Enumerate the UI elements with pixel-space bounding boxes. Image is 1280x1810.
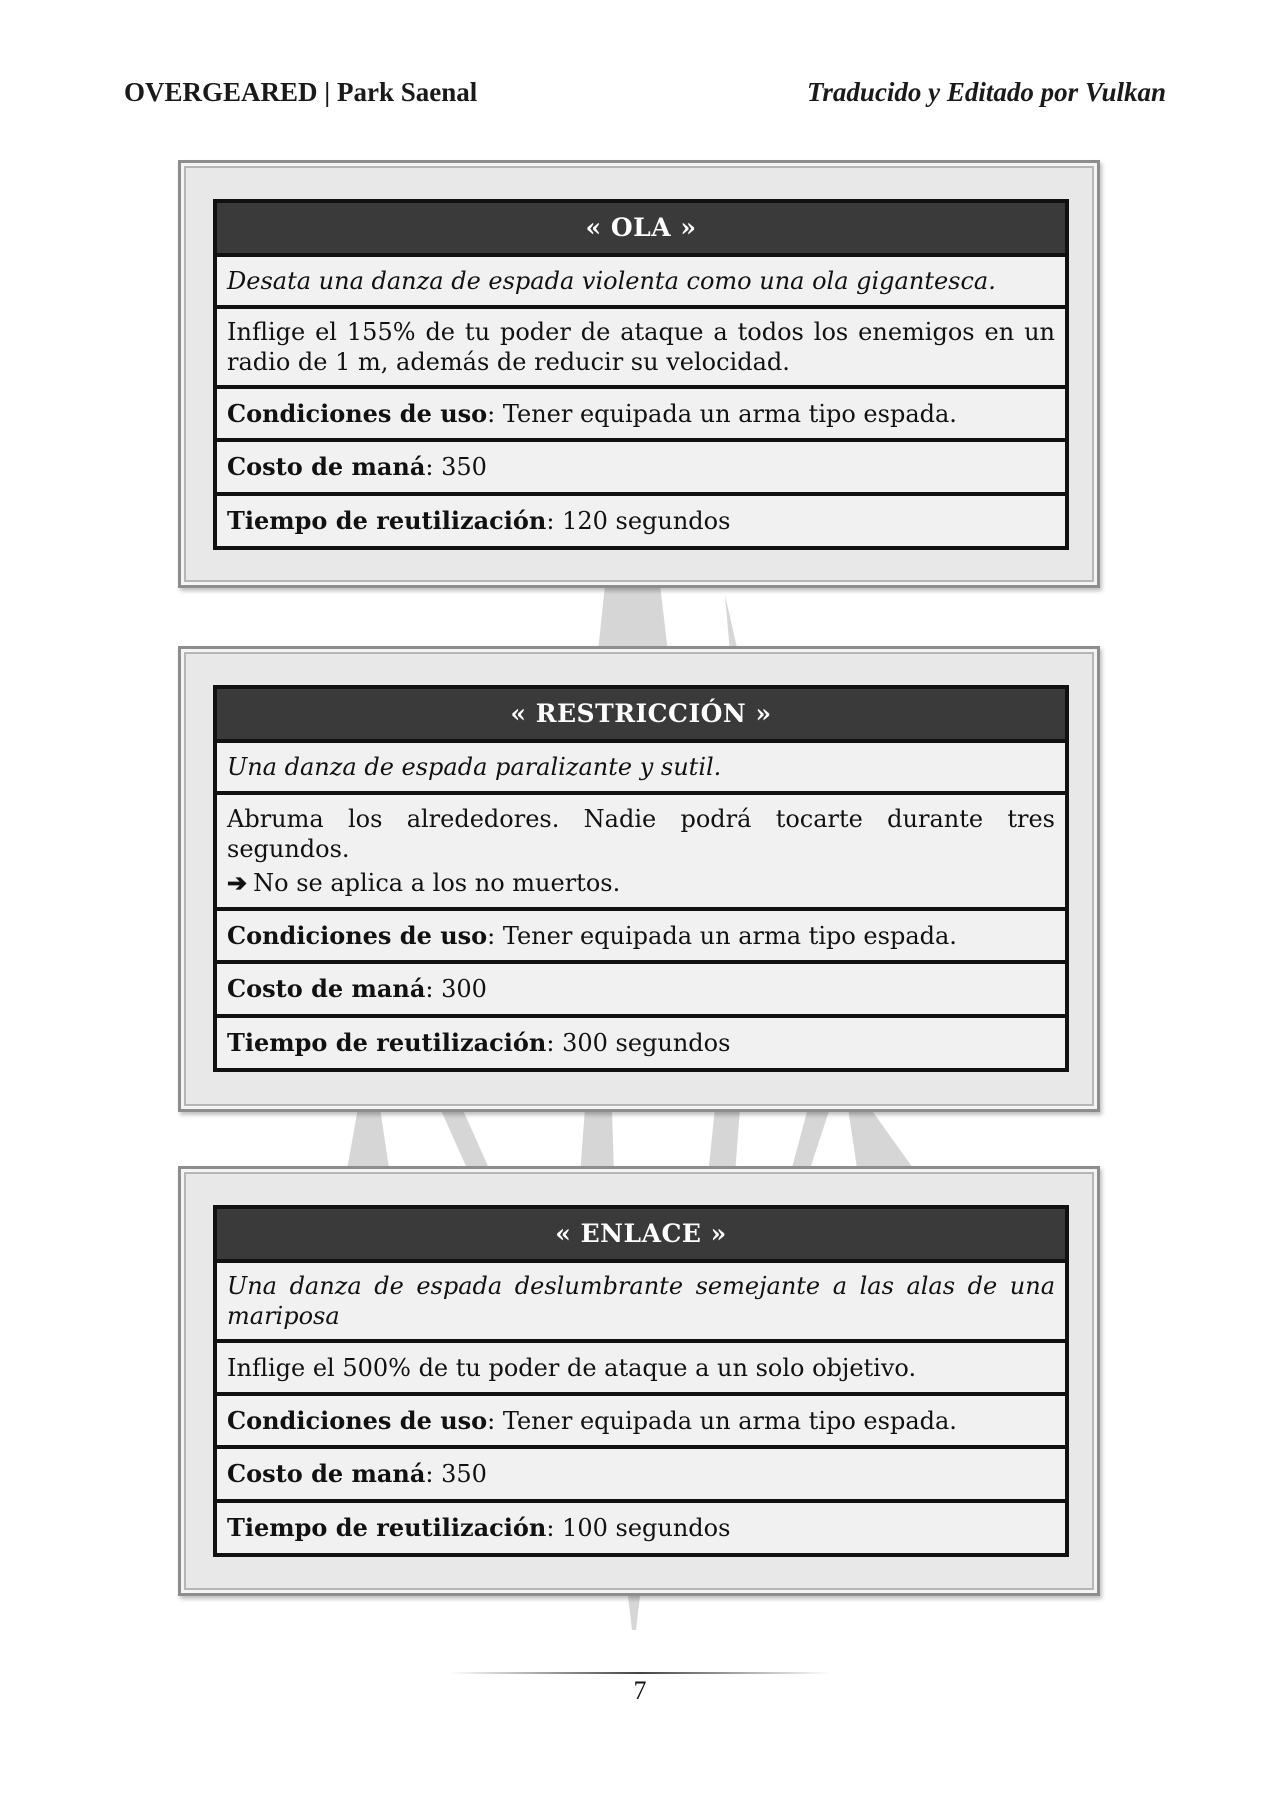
skill-cooldown (217, 1503, 1065, 1553)
cooldown-value: : 120 segundos (546, 507, 731, 535)
skill-card-ola (213, 199, 1069, 550)
conditions-value: : Tener equipada un arma tipo espada. (487, 921, 957, 950)
cooldown-label: Tiempo de reutilización (227, 1028, 547, 1057)
header-translator-credit: Traducido y Editado por Vulkan (806, 76, 1166, 107)
conditions-value: : Tener equipada un arma tipo espada. (487, 1406, 957, 1435)
skill-mana-cost (217, 442, 1065, 492)
mana-label: Costo de maná (227, 452, 426, 481)
mana-label: Costo de maná (227, 974, 426, 1003)
skill-frame-restriccion (178, 646, 1100, 1112)
skill-description: Una danza de espada paralizante y sutil. (217, 743, 1065, 791)
mana-label: Costo de maná (227, 1459, 426, 1488)
conditions-value: : Tener equipada un arma tipo espada. (487, 399, 957, 428)
conditions-label: Condiciones de uso (227, 920, 488, 950)
skill-cooldown (217, 1018, 1065, 1068)
cooldown-label: Tiempo de reutilización (227, 506, 547, 535)
skill-title: « ENLACE » (217, 1209, 1065, 1259)
skill-cooldown (217, 496, 1065, 546)
mana-value: : 350 (425, 1460, 487, 1488)
skill-frame-ola (178, 160, 1100, 588)
conditions-label: Condiciones de uso (227, 398, 488, 428)
skill-effect: Inflige el 155% de tu poder de ataque a todos los enemigos en un radio de 1 m, además de reducir su velocidad. (217, 309, 1065, 385)
mana-value: : 350 (425, 453, 487, 481)
skill-card-enlace (213, 1205, 1069, 1557)
skill-mana-cost (217, 964, 1065, 1014)
cooldown-value: : 100 segundos (546, 1514, 731, 1542)
arrow-right-icon: ➔ (227, 868, 248, 897)
skill-effect: Abruma los alrededores. Nadie podrá tocarte durante tres segundos. (227, 805, 1055, 863)
skill-mana-cost (217, 1449, 1065, 1499)
mana-value: : 300 (425, 975, 487, 1003)
skill-description: Una danza de espada deslumbrante semejante a las alas de una mariposa (217, 1263, 1065, 1339)
cooldown-label: Tiempo de reutilización (227, 1513, 547, 1542)
footer-divider (450, 1672, 830, 1674)
skill-conditions (217, 1396, 1065, 1445)
skill-conditions (217, 911, 1065, 960)
page-number: 7 (633, 1676, 647, 1705)
header-book-title: OVERGEARED | Park Saenal (124, 76, 478, 107)
conditions-label: Condiciones de uso (227, 1405, 488, 1435)
skill-frame-enlace (178, 1166, 1100, 1596)
skill-note-text: No se aplica a los no muertos. (253, 869, 621, 897)
skill-title: « RESTRICCIÓN » (217, 689, 1065, 739)
skill-card-restriccion (213, 685, 1069, 1072)
skill-description: Desata una danza de espada violenta como una ola gigantesca. (217, 257, 1065, 305)
skill-effect-block (217, 795, 1065, 907)
skill-effect: Inflige el 500% de tu poder de ataque a un solo objetivo. (217, 1343, 1065, 1392)
skill-conditions (217, 389, 1065, 438)
skill-title: « OLA » (217, 203, 1065, 253)
skill-note (227, 868, 1055, 898)
cooldown-value: : 300 segundos (546, 1029, 731, 1057)
